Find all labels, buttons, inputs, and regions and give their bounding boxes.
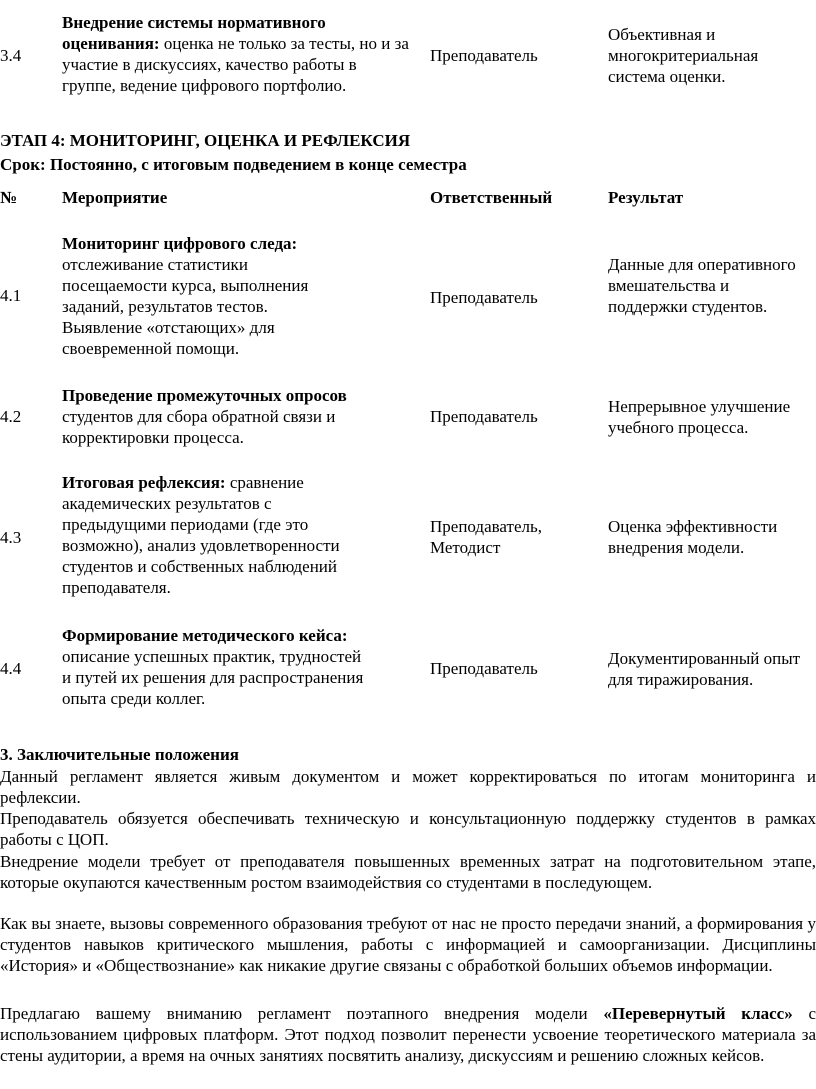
result-cell: Данные для оперативного вмешательства и поддержки студентов. (608, 255, 796, 316)
paragraph-text: с использованием цифровых платформ. Этот подход позволит перенести усвоение теоретического материала за стены аудитории, а время на очных занятиях посвятить анализу, дискуссиям и решению сложных кейсов. (0, 1004, 816, 1065)
activity-cell (62, 625, 367, 709)
activity-title: Итоговая рефлексия: (62, 473, 226, 492)
header-num: № (0, 188, 18, 207)
row-number: 4.1 (0, 286, 22, 305)
paragraph-text: Предлагаю вашему вниманию регламент поэтапного внедрения модели (0, 1004, 604, 1023)
result-cell: Непрерывное улучшение учебного процесса. (608, 397, 791, 437)
model-name: «Перевернутый класс» (603, 1004, 793, 1023)
responsible-cell: Преподаватель (430, 659, 538, 678)
header-responsible: Ответственный (430, 188, 553, 207)
activity-text: отслеживание статистики посещаемости курса, выполнения заданий, результатов тестов. Выявление «отстающих» для своевременной помощи. (62, 255, 309, 358)
responsible-cell: Преподаватель (430, 407, 538, 426)
result-cell: Объективная и многокритериальная система оценки. (608, 25, 759, 86)
row-number: 3.4 (0, 46, 22, 65)
header-result: Результат (608, 188, 684, 207)
stage-title: ЭТАП 4: МОНИТОРИНГ, ОЦЕНКА И РЕФЛЕКСИЯ (0, 131, 411, 150)
activity-title: Мониторинг цифрового следа: (62, 234, 298, 253)
row-number: 4.4 (0, 659, 22, 678)
activity-text: оценка не только за тесты, но и за участие в дискуссиях, качество работы в группе, ведение цифрового портфолио. (62, 34, 409, 95)
activity-text: студентов для сбора обратной связи и корректировки процесса. (62, 407, 336, 447)
activity-title: Проведение промежуточных опросов (62, 386, 347, 405)
activity-cell (62, 472, 372, 598)
stage-deadline: Срок: Постоянно, с итоговым подведением в конце семестра (0, 155, 467, 174)
result-cell: Документированный опыт для тиражирования. (608, 649, 801, 689)
activity-cell (62, 385, 380, 448)
paragraph: Данный регламент является живым документом и может корректироваться по итогам мониторинга и рефлексии. (0, 767, 816, 807)
activity-title: Формирование методического кейса: (62, 626, 348, 645)
header-activity: Мероприятие (62, 188, 168, 207)
paragraph: Как вы знаете, вызовы современного образования требуют от нас не просто передачи знаний, а формирования у студентов навыков критического мышления, работы с информацией и самоорганизации. Дисциплины «История» и «Обществознание» как никакие другие связаны с обработкой больших объемов информации. (0, 914, 816, 975)
responsible-cell: Преподаватель (430, 288, 538, 307)
result-cell: Оценка эффективности внедрения модели. (608, 517, 778, 557)
activity-text: описание успешных практик, трудностей и путей их решения для распространения опыта среди коллег. (62, 647, 364, 708)
paragraph: Преподаватель обязуется обеспечивать техническую и консультационную поддержку студентов в рамках работы с ЦОП. (0, 809, 816, 849)
activity-text: сравнение академических результатов с предыдущими периодами (где это возможно), анализ удовлетворенности студентов и собственных наблюдений преподавателя. (62, 473, 340, 597)
row-number: 4.2 (0, 407, 22, 426)
paragraph (0, 1003, 816, 1066)
responsible-cell: Преподаватель (430, 46, 538, 65)
responsible-cell: Преподаватель, Методист (430, 517, 542, 557)
row-number: 4.3 (0, 528, 22, 547)
paragraph: Внедрение модели требует от преподавателя повышенных временных затрат на подготовительном этапе, которые окупаются качественным ростом взаимодействия со студентами в последующем. (0, 852, 816, 892)
activity-cell (62, 233, 334, 359)
section-title: 3. Заключительные положения (0, 745, 239, 764)
activity-title: Внедрение системы нормативного оценивания: (62, 13, 326, 53)
activity-cell (62, 12, 410, 96)
